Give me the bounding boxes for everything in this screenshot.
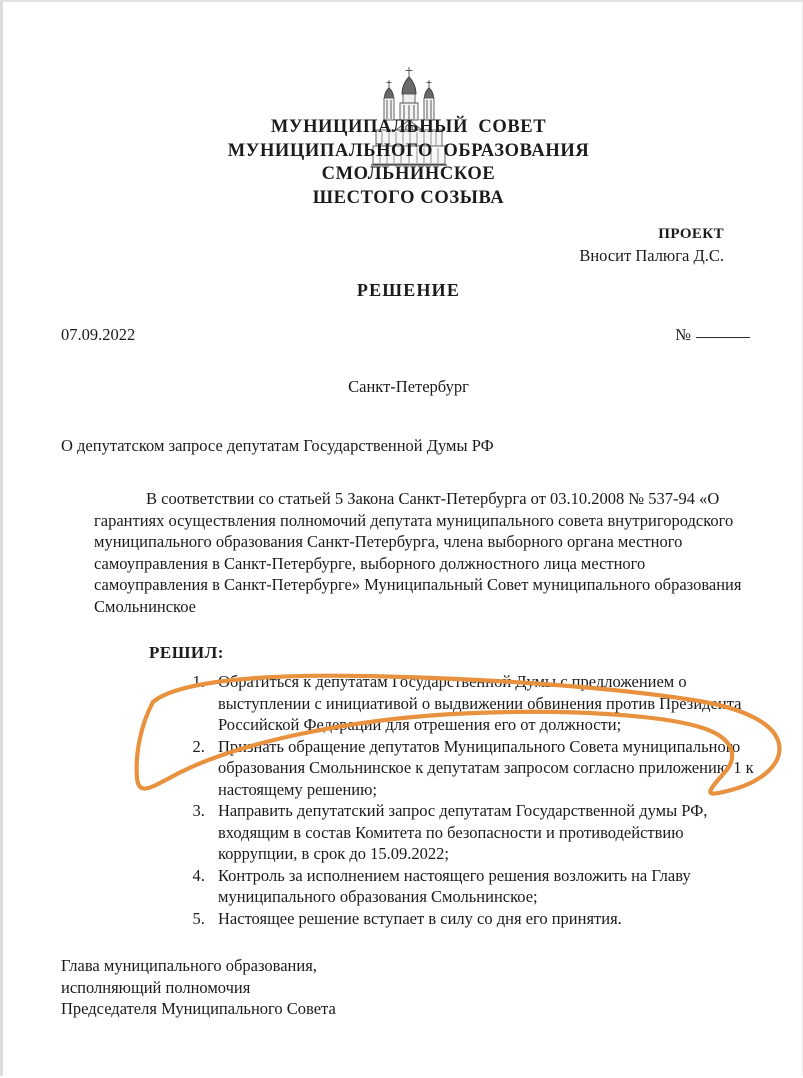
resolve-heading: РЕШИЛ: bbox=[149, 643, 224, 662]
signature-block bbox=[61, 955, 756, 1020]
list-item: 1. Обратиться к депутатам Государственной Думы с предложением о выступлении с инициативой о выдвижении обвинения против Президента Российской Федерации для отрешения его от должности; bbox=[209, 671, 756, 736]
signature-line-3: Председателя Муниципального Совета bbox=[61, 999, 336, 1018]
project-label: ПРОЕКТ bbox=[658, 226, 724, 242]
document-subject: О депутатском запросе депутатам Государственной Думы РФ bbox=[61, 436, 494, 455]
page-content bbox=[3, 2, 802, 1076]
document-date: 07.09.2022 bbox=[61, 325, 136, 344]
list-item: 4. Контроль за исполнением настоящего решения возложить на Главу муниципального образования Смольнинское; bbox=[209, 865, 756, 908]
signature-line-2: исполняющий полномочия bbox=[61, 977, 251, 997]
list-item: 5. Настоящее решение вступает в силу со дня его принятия. bbox=[209, 908, 756, 930]
org-title-line-4: ШЕСТОГО СОЗЫВА bbox=[312, 187, 505, 208]
document-number-label: № bbox=[675, 325, 691, 344]
document-kind-heading: РЕШЕНИЕ bbox=[356, 280, 461, 300]
project-author: Вносит Палюга Д.С. bbox=[579, 246, 724, 265]
signature-line-1: Глава муниципального образования, bbox=[61, 956, 317, 975]
document-number-blank-rule bbox=[696, 337, 750, 338]
org-title-line-1: МУНИЦИПАЛЬНЫЙ СОВЕТ bbox=[270, 117, 547, 137]
emblem-container bbox=[61, 2, 756, 114]
list-item: 3. Направить депутатский запрос депутатам Государственной думы РФ, входящим в состав Комитета по безопасности и противодействию коррупции, в срок до 15.09.2022; bbox=[209, 800, 756, 865]
date-number-row bbox=[61, 325, 756, 345]
org-title-line-2: МУНИЦИПАЛЬНОГО ОБРАЗОВАНИЯ bbox=[227, 140, 590, 161]
organization-title bbox=[61, 116, 756, 210]
project-block bbox=[61, 224, 756, 266]
resolution-list bbox=[61, 671, 756, 929]
document-number bbox=[675, 325, 750, 345]
preamble-paragraph: В соответствии со статьей 5 Закона Санкт-Петербурга от 03.10.2008 № 537-94 «О гарантиях осуществления полномочий депутата муниципального совета внутригородского муниципального образования Санкт-Петербурга, члена выборного органа местного самоуправления в Санкт-Петербурге, выборного должностного лица местного самоуправления в Санкт-Петербурге» Муниципальный Совет муниципального образования Смольнинское bbox=[94, 489, 742, 616]
city-line: Санкт-Петербург bbox=[348, 377, 469, 396]
org-title-line-3: СМОЛЬНИНСКОЕ bbox=[321, 164, 496, 184]
list-item: 2. Признать обращение депутатов Муниципального Совета муниципального образования Смольнинское к депутатам запросом согласно приложению 1 к настоящему решению; bbox=[209, 736, 756, 801]
